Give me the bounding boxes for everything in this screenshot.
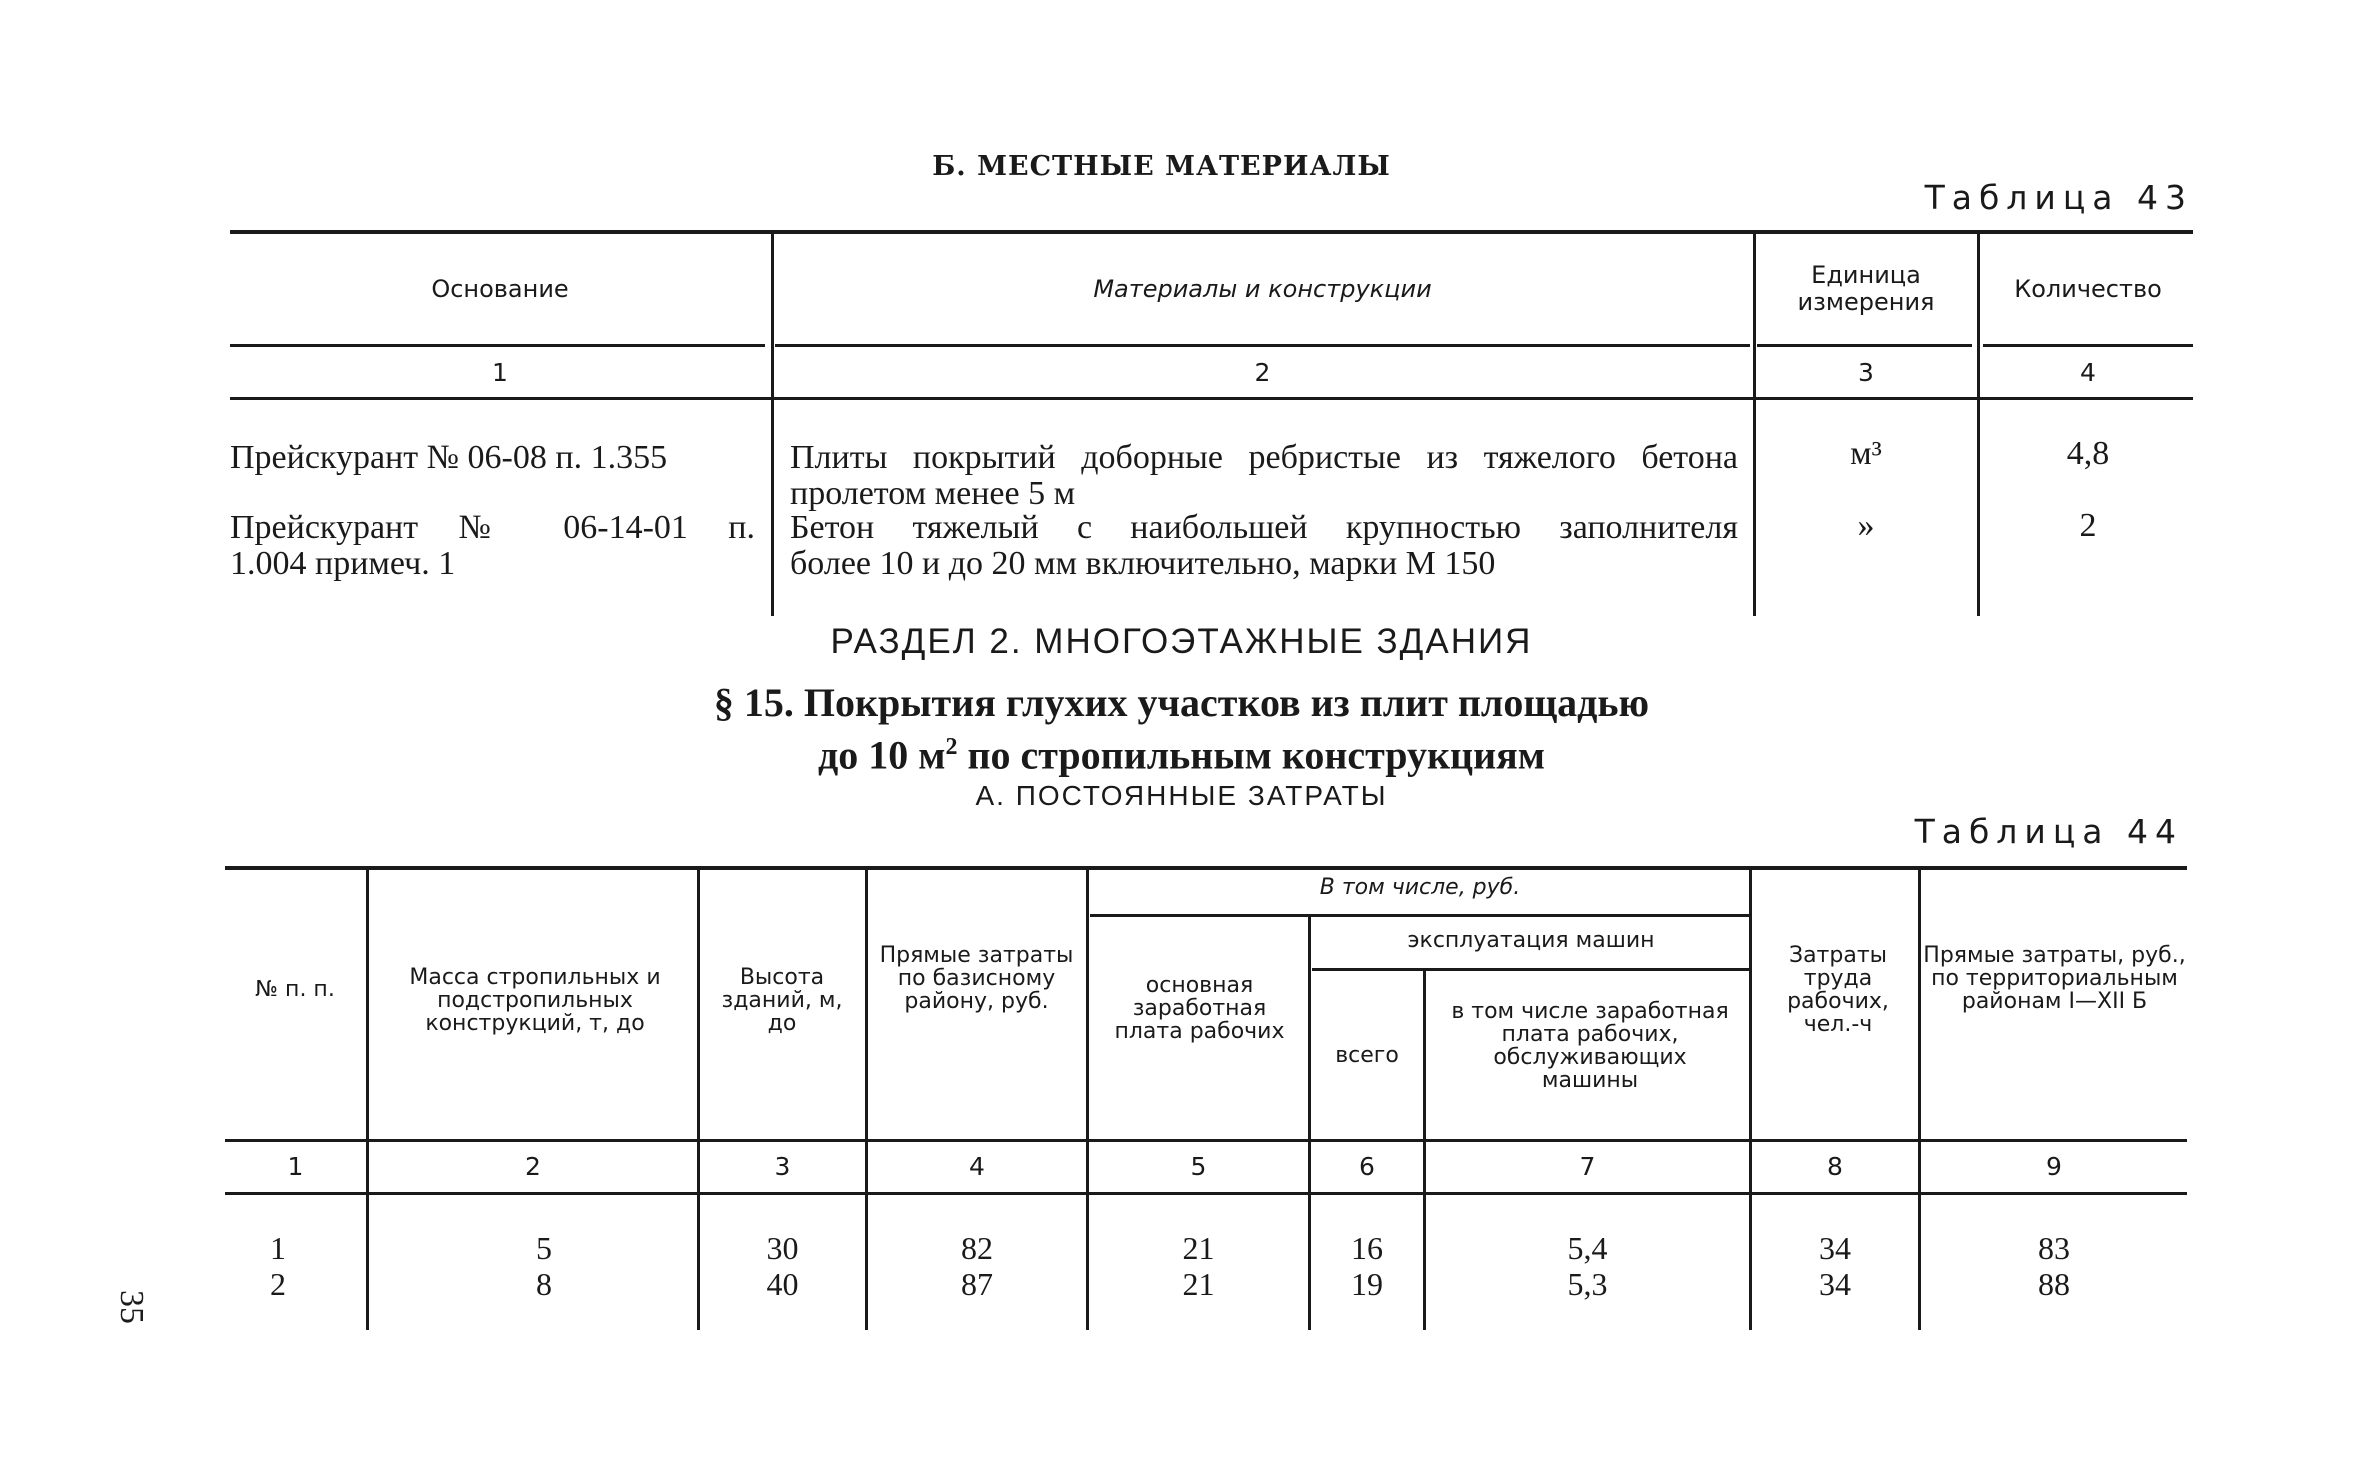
t44-row1-machine-wage: 5,4 — [1567, 1230, 1608, 1266]
table43-label: Таблица 43 — [1924, 178, 2193, 217]
t44-header-mass: Масса стропильных и подстропильных конструкций, т, до — [409, 965, 661, 1036]
t44-row2-height: 40 — [766, 1266, 799, 1302]
t44-row2-num: 2 — [270, 1266, 286, 1302]
t44-colnum: 3 — [774, 1152, 791, 1181]
t44-incl-rule — [1090, 914, 1750, 917]
t43-row2-material-line1: Бетон тяжелый с наибольшей крупностью заполнителя — [790, 509, 1738, 546]
t43-col-divider — [1753, 234, 1756, 616]
t43-row1-qty: 4,8 — [2066, 435, 2110, 472]
t44-row2-machine-wage: 5,3 — [1567, 1266, 1608, 1302]
t43-row2-material-line2: более 10 и до 20 мм включительно, марки М 150 — [790, 545, 1496, 582]
t44-row1-direct: 82 — [961, 1230, 993, 1266]
t44-colnum: 7 — [1579, 1152, 1596, 1181]
t44-row1-height: 30 — [766, 1230, 799, 1266]
t44-row1-territorial: 83 — [2038, 1230, 2070, 1266]
paragraph-title — [0, 680, 2363, 777]
paragraph-title-line1: § 15. Покрытия глухих участков из плит площадью — [713, 680, 1650, 725]
t44-colnum: 9 — [2046, 1152, 2062, 1181]
t43-header-rule — [1983, 344, 2193, 347]
t44-row2-wage: 21 — [1182, 1266, 1215, 1302]
t44-header-machine-wage: в том числе заработная плата рабочих, обслуживающих машины — [1451, 999, 1729, 1093]
t44-header-wage: основная заработная плата рабочих — [1114, 973, 1285, 1044]
t43-top-rule — [230, 230, 2193, 234]
t44-colnum: 4 — [969, 1152, 985, 1181]
t44-header-num: № п. п. — [255, 977, 335, 1002]
t43-row2-qty: 2 — [2079, 507, 2097, 544]
t44-row2-direct: 87 — [961, 1266, 993, 1302]
t43-row1-unit: м³ — [1850, 435, 1882, 472]
t43-header-unit: Единица измерения — [1797, 261, 1935, 316]
t44-header-total: всего — [1335, 1043, 1399, 1068]
t44-row2-territorial: 88 — [2038, 1266, 2070, 1302]
t43-colnum: 2 — [1254, 358, 1271, 387]
t44-top-rule — [225, 866, 2187, 870]
razdel-title: РАЗДЕЛ 2. МНОГОЭТАЖНЫЕ ЗДАНИЯ — [830, 622, 1533, 661]
t44-row1-mass: 5 — [536, 1230, 552, 1266]
t44-row1-num: 1 — [270, 1230, 286, 1266]
t43-colnum: 4 — [2080, 358, 2096, 387]
t44-colnum: 8 — [1827, 1152, 1843, 1181]
t44-row1-labor: 34 — [1819, 1230, 1851, 1266]
t44-header-rule — [225, 1139, 2187, 1142]
t44-header-incl: В том числе, руб. — [1319, 875, 1521, 900]
t44-row1-wage: 21 — [1182, 1230, 1215, 1266]
t43-header-rule — [775, 344, 1750, 347]
t44-row1-total: 16 — [1351, 1230, 1383, 1266]
t43-header-materials: Материалы и конструкции — [1093, 275, 1432, 303]
t43-colnum: 3 — [1858, 358, 1874, 387]
t43-col-divider — [771, 234, 774, 616]
t43-header-basis: Основание — [431, 275, 569, 303]
t43-row2-basis-line2: 1.004 примеч. 1 — [230, 545, 456, 582]
t44-header-direct: Прямые затраты по базисному району, руб. — [879, 943, 1074, 1014]
table44-label: Таблица 44 — [1914, 812, 2183, 851]
t44-row2-mass: 8 — [536, 1266, 552, 1302]
t43-col-divider — [1977, 234, 1980, 616]
page-number: 35 — [113, 1290, 150, 1324]
t43-row1-basis: Прейскурант № 06-08 п. 1.355 — [230, 439, 668, 476]
t43-header-qty: Количество — [2014, 275, 2162, 303]
t44-colnum: 6 — [1359, 1152, 1375, 1181]
t43-header-rule — [1757, 344, 1972, 347]
t44-num-rule — [225, 1192, 2187, 1195]
t44-machines-rule — [1312, 968, 1750, 971]
paragraph-title-line2: до 10 $м^2$ по стропильным конструкциям — [817, 732, 1546, 778]
t44-header-height: Высота зданий, м, до — [721, 965, 843, 1036]
t44-colnum: 1 — [287, 1152, 304, 1181]
t43-row2-basis-line1: Прейскурант № 06-14-01 п. — [230, 509, 755, 546]
t44-header-labor: Затраты труда рабочих, чел.-ч — [1787, 943, 1889, 1037]
t44-header-territorial: Прямые затраты, руб., по территориальным районам I—XII Б — [1923, 943, 2186, 1014]
section-b-title: Б. МЕСТНЫЕ МАТЕРИАЛЫ — [932, 151, 1391, 182]
t44-colnum: 2 — [525, 1152, 541, 1181]
t44-row2-total: 19 — [1351, 1266, 1383, 1302]
t43-row1-material: Плиты покрытий доборные ребристые из тяжелого бетона пролетом менее 5 м — [790, 439, 1738, 512]
t44-colnum: 5 — [1190, 1152, 1207, 1181]
t43-row2-unit: » — [1857, 507, 1875, 544]
t43-num-rule — [230, 397, 2193, 400]
section-a-title: А. ПОСТОЯННЫЕ ЗАТРАТЫ — [975, 780, 1388, 811]
t44-row2-labor: 34 — [1819, 1266, 1851, 1302]
t43-header-rule — [230, 344, 765, 347]
t44-header-machines: эксплуатация машин — [1407, 928, 1655, 953]
t43-colnum: 1 — [492, 358, 508, 387]
